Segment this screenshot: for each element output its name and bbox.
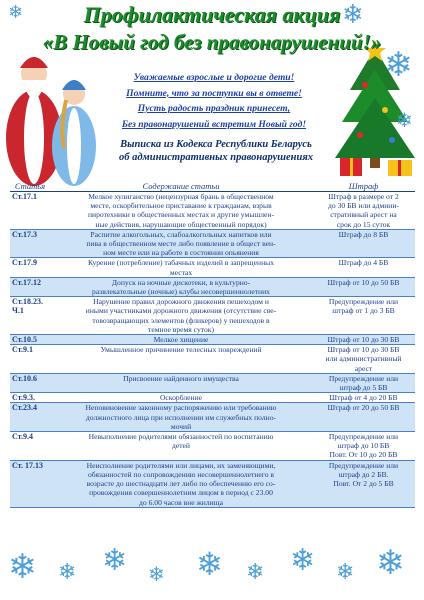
footer-decoration [0, 540, 424, 600]
table-body [10, 192, 415, 508]
content-line: пива в общественном месте либо появление в общест вен- [86, 239, 276, 249]
snowflake-icon: ❄ [102, 543, 128, 578]
article-number: Ст.17.3 [10, 229, 50, 258]
content-line: Умышленное причинение телесных повреждений [100, 345, 262, 355]
article-content [50, 258, 312, 277]
fine-line: штраф от 1 до 3 БВ [332, 306, 395, 316]
fine-line: штраф до 2 БВ. [338, 469, 389, 479]
content-line: Курение (потребление) табачных изделий в запрещенных [87, 258, 275, 268]
fine-line: Предупреждение или [328, 297, 399, 307]
table-row [10, 335, 415, 345]
fine-line: Штраф от 10 до 30 БВ [327, 345, 400, 355]
content-line: обязанностей по сопровождению несовершеннолетнего в [87, 469, 275, 479]
content-line: детей [172, 441, 190, 451]
table-row [10, 460, 415, 507]
snowflake-icon: ❄ [8, 2, 24, 23]
fine-line: до 30 БВ или админи- [328, 201, 399, 211]
article-content [50, 345, 312, 374]
table-row [10, 432, 415, 461]
page-subtitle: «В Новый год без правонарушений!» [42, 30, 382, 54]
fine-amount [312, 373, 415, 392]
content-line: возрасте до шестнадцати лет либо по обеспечению его со- [86, 479, 276, 489]
fine-amount [312, 258, 415, 277]
article-number: Ст.10.6 [10, 373, 50, 392]
article-content [50, 393, 312, 403]
fine-line: штраф до 5 БВ [339, 383, 388, 393]
content-line: до 6.00 часов вне жилища [139, 497, 223, 507]
article-content [50, 432, 312, 461]
content-line: Неисполнение родителями или лицами, их заменяющими, [86, 460, 276, 470]
fine-amount [312, 297, 415, 335]
table-row [10, 345, 415, 374]
slogan-line: Без правонарушений встретим Новый год! [121, 118, 307, 130]
column-header-article: Статья [10, 180, 50, 192]
content-line: иными участниками дорожного движения (отсутствие све- [85, 306, 277, 316]
content-line: месте, оскорбительное приставание к гражданам, взрыв [90, 201, 272, 211]
snowflake-icon: ❄ [148, 562, 165, 586]
content-line: мочий [170, 421, 192, 431]
content-line: развлекательные (ночные) клубы несовершеннолетних [92, 287, 270, 297]
fine-line: Штраф до 8 БВ [338, 229, 389, 239]
snowflake-icon: ❄ [58, 560, 77, 585]
article-content [50, 335, 312, 345]
table-row [10, 277, 415, 296]
content-line: Мелкое хулиганство (нецензурная брань в общественном [88, 192, 274, 201]
snowflake-icon: ❄ [246, 560, 265, 585]
snowflake-icon: ❄ [396, 108, 413, 132]
article-content [50, 460, 312, 507]
page-title: Профилактическая акция [83, 2, 341, 27]
article-content [50, 297, 312, 335]
slogan-line: Уважаемые взрослые и дорогие дети! [133, 72, 295, 83]
article-number: Ст.9.1 [10, 345, 50, 374]
fine-amount [312, 277, 415, 296]
snowflake-icon: ❄ [384, 45, 413, 85]
fine-amount [312, 192, 415, 230]
fine-line: Штраф в размере от 2 [328, 192, 399, 201]
fine-amount [312, 432, 415, 461]
table-row [10, 403, 415, 432]
column-header-fine: Штраф [312, 180, 415, 192]
fine-line: Повт. От 10 до 20 БВ [329, 450, 398, 460]
slogan-line: Помните, что за поступки вы в ответе! [126, 87, 302, 99]
fine-amount [312, 335, 415, 345]
slogan-line: Пусть радость праздник принесет, [137, 103, 291, 114]
table-row [10, 229, 415, 258]
snowflake-icon: ❄ [342, 0, 364, 30]
table-row [10, 393, 415, 403]
fine-line: штраф до 10 БВ [337, 441, 390, 451]
article-content [50, 277, 312, 296]
extract-line: об административных правонарушениях [118, 152, 314, 163]
fine-line: Штраф от 20 до 50 БВ [327, 403, 400, 413]
fine-line: или административный [325, 354, 402, 364]
article-number: Ст.17.9 [10, 258, 50, 277]
fine-line: арест [354, 363, 373, 373]
fine-line: Штраф от 4 до 20 БВ [329, 393, 398, 403]
article-number: Ст.9.3. [10, 393, 50, 403]
table-row [10, 258, 415, 277]
article-number: Ст.10.5 [10, 335, 50, 345]
column-header-content: Содержание статьи [50, 180, 312, 192]
fine-line: Штраф от 10 до 30 БВ [327, 335, 400, 345]
content-line: Присвоение найденного имущества [123, 373, 239, 383]
content-line: Нарушение правил дорожного движения пешеходом и [93, 297, 269, 307]
offenses-table [10, 180, 415, 508]
fine-amount [312, 460, 415, 507]
extract-line: Выписка из Кодекса Республики Беларусь [120, 139, 312, 150]
article-number: Ст.9.4 [10, 432, 50, 461]
fine-line: Предупреждение или [328, 373, 399, 383]
fine-line: срок до 15 суток [336, 219, 391, 229]
article-content [50, 403, 312, 432]
article-content [50, 373, 312, 392]
fine-line: Повт. От 2 до 5 БВ [333, 479, 394, 489]
fine-line: Штраф от 10 до 50 БВ [327, 277, 400, 287]
content-line: Мелкое хищение [153, 335, 209, 345]
content-line: темное время суток) [148, 324, 214, 334]
table-row [10, 192, 415, 230]
table-header-row [10, 180, 415, 192]
content-line: Невыполнение родителями обязанностей по воспитанию [88, 432, 274, 442]
table-row [10, 297, 415, 335]
content-line: Неповиновение законному распоряжению или требованию [85, 403, 277, 413]
content-line: местах [169, 267, 193, 277]
fine-line: Предупреждение или [328, 432, 399, 442]
fine-amount [312, 403, 415, 432]
slogan-block [100, 70, 328, 132]
fine-amount [312, 229, 415, 258]
article-number: Ст.17.1 [10, 192, 50, 230]
article-content [50, 229, 312, 258]
snowflake-icon: ❄ [336, 560, 355, 585]
content-line: ном месте или на работе в состоянии опьянения [103, 248, 259, 258]
code-extract-heading [96, 138, 336, 164]
fine-line: Предупреждение или [328, 460, 399, 470]
snowflake-icon: ❄ [290, 543, 316, 578]
content-line: ные действия, нарушающие общественный порядок) [95, 219, 267, 229]
fine-line: Штраф до 4 БВ [338, 258, 389, 268]
snowflake-icon: ❄ [8, 547, 37, 587]
content-line: Распитие алкогольных, слабоалкогольных напитков или [90, 229, 272, 239]
content-line: Допуск на ночные дискотеки, в культурно- [111, 277, 251, 287]
content-line: пиротехники в общественных местах и другие умышлен- [87, 210, 275, 220]
content-line: товозвращающих элементов (фликеров) у пешеходов в [92, 315, 270, 325]
article-number: Ст.17.12 [10, 277, 50, 296]
article-number: Ст.23.4 [10, 403, 50, 432]
article-content [50, 192, 312, 230]
fine-amount [312, 393, 415, 403]
table-row [10, 373, 415, 392]
content-line: провождения совершеннолетним лицом в период с 23.00 [89, 488, 273, 498]
article-number: Ст. 17.13 [10, 460, 50, 507]
snowflake-icon: ❄ [196, 545, 223, 583]
snowflake-icon: ❄ [376, 543, 405, 583]
fine-amount [312, 345, 415, 374]
fine-line: стративный арест на [330, 210, 397, 220]
content-line: должностного лица при исполнении им служебных полно- [85, 412, 277, 422]
article-number: Ст.18.23. Ч.1 [10, 297, 50, 335]
offenses-table-wrapper [10, 180, 415, 508]
content-line: Оскорбление [159, 393, 203, 403]
